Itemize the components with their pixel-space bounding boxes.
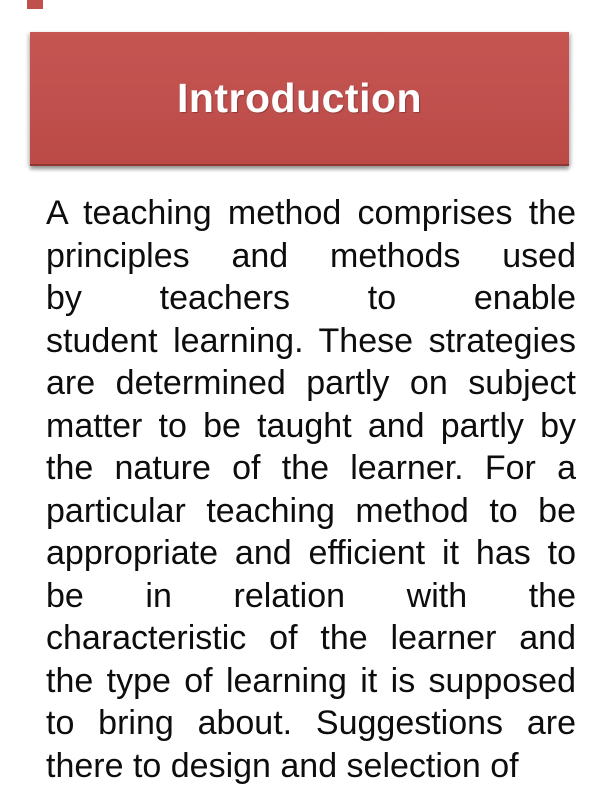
body-text-line: characteristic of the learner and	[46, 619, 576, 657]
body-text-line: particular teaching method to be	[46, 491, 576, 530]
corner-accent-mark	[27, 0, 43, 9]
body-text-line: the nature of the learner. For a	[46, 449, 576, 487]
body-text-line: be in relation with the	[46, 576, 576, 615]
body-text-line: to bring about. Suggestions are	[46, 704, 576, 742]
body-text-line: matter to be taught and partly by	[46, 406, 576, 445]
body-text-line: the type of learning it is supposed	[46, 661, 576, 700]
body-text-line: are determined partly on subject	[46, 364, 576, 402]
body-text-line: principles and methods used	[46, 236, 576, 275]
body-text-line: by teachers to enable	[46, 279, 576, 317]
body-text	[46, 192, 576, 787]
body-text-line: appropriate and efficient it has to	[46, 534, 576, 572]
body-text-line: there to design and selection of	[46, 746, 519, 785]
body-text-line: student learning. These strategies	[46, 321, 576, 360]
title-banner	[30, 32, 569, 166]
body-text-line: A teaching method comprises the	[46, 194, 576, 232]
page-title: Introduction	[176, 74, 423, 121]
